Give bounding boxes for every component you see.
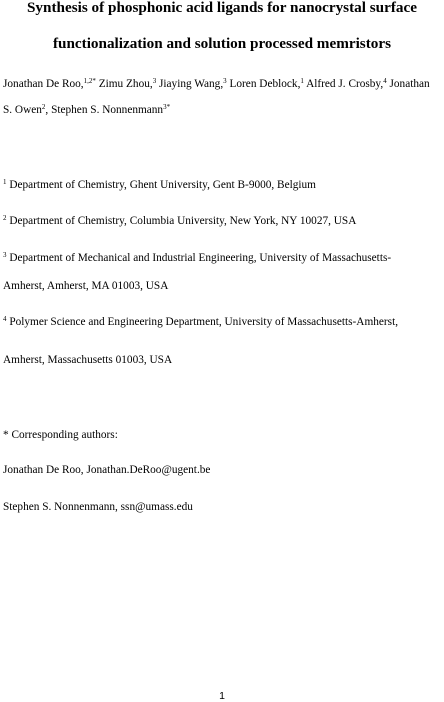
author-affiliation-mark: 1,2* <box>83 77 96 85</box>
author-affiliation-mark: 3* <box>163 103 171 111</box>
affiliation-2 <box>3 214 356 228</box>
affiliation-text: Department of Chemistry, Columbia University, New York, NY 10027, USA <box>9 215 357 227</box>
page-number: 1 <box>219 690 225 702</box>
author-affiliation-mark: 3 <box>152 77 157 85</box>
author-affiliation-mark: 2 <box>41 103 46 111</box>
affiliation-4 <box>3 315 398 329</box>
affiliation-3 <box>3 251 391 265</box>
affiliation-text: Polymer Science and Engineering Department, University of Massachusetts-Amherst, <box>9 316 399 328</box>
paper-title-line-2: functionalization and solution processed memristors <box>52 35 392 52</box>
author-name: Alfred J. Crosby, <box>303 78 384 90</box>
affiliation-number: 2 <box>3 214 7 222</box>
author-list-line-1 <box>3 77 430 91</box>
author-name: S. Owen <box>3 104 42 116</box>
author-name: Loren Deblock, <box>226 78 301 90</box>
author-name: Jonathan <box>386 78 430 90</box>
affiliation-3-continued: Amherst, Amherst, MA 01003, USA <box>3 280 169 292</box>
affiliation-number: 4 <box>3 315 7 323</box>
corresponding-contact: Stephen S. Nonnenmann, ssn@umass.edu <box>3 501 193 513</box>
author-name: Jiaying Wang, <box>156 78 224 90</box>
affiliation-1 <box>3 178 316 192</box>
author-name: Jonathan De Roo, <box>3 78 84 90</box>
author-name: , Stephen S. Nonnenmann <box>45 104 164 116</box>
author-affiliation-mark: 4 <box>383 77 387 85</box>
paper-title-line-1: Synthesis of phosphonic acid ligands for nanocrystal surface <box>26 0 417 16</box>
affiliation-number: 3 <box>3 251 7 259</box>
author-affiliation-mark: 3 <box>223 77 227 85</box>
corresponding-authors-heading: * Corresponding authors: <box>3 429 118 441</box>
corresponding-contact: Jonathan De Roo, Jonathan.DeRoo@ugent.be <box>3 464 211 476</box>
author-list-line-2 <box>3 103 170 117</box>
affiliation-text: Department of Chemistry, Ghent University, Gent B-9000, Belgium <box>9 179 316 191</box>
affiliation-number: 1 <box>3 178 7 186</box>
author-name: Zimu Zhou, <box>95 78 153 90</box>
author-affiliation-mark: 1 <box>300 77 304 85</box>
affiliation-text: Department of Mechanical and Industrial Engineering, University of Massachusetts- <box>9 252 392 264</box>
affiliation-4-continued: Amherst, Massachusetts 01003, USA <box>3 354 173 366</box>
